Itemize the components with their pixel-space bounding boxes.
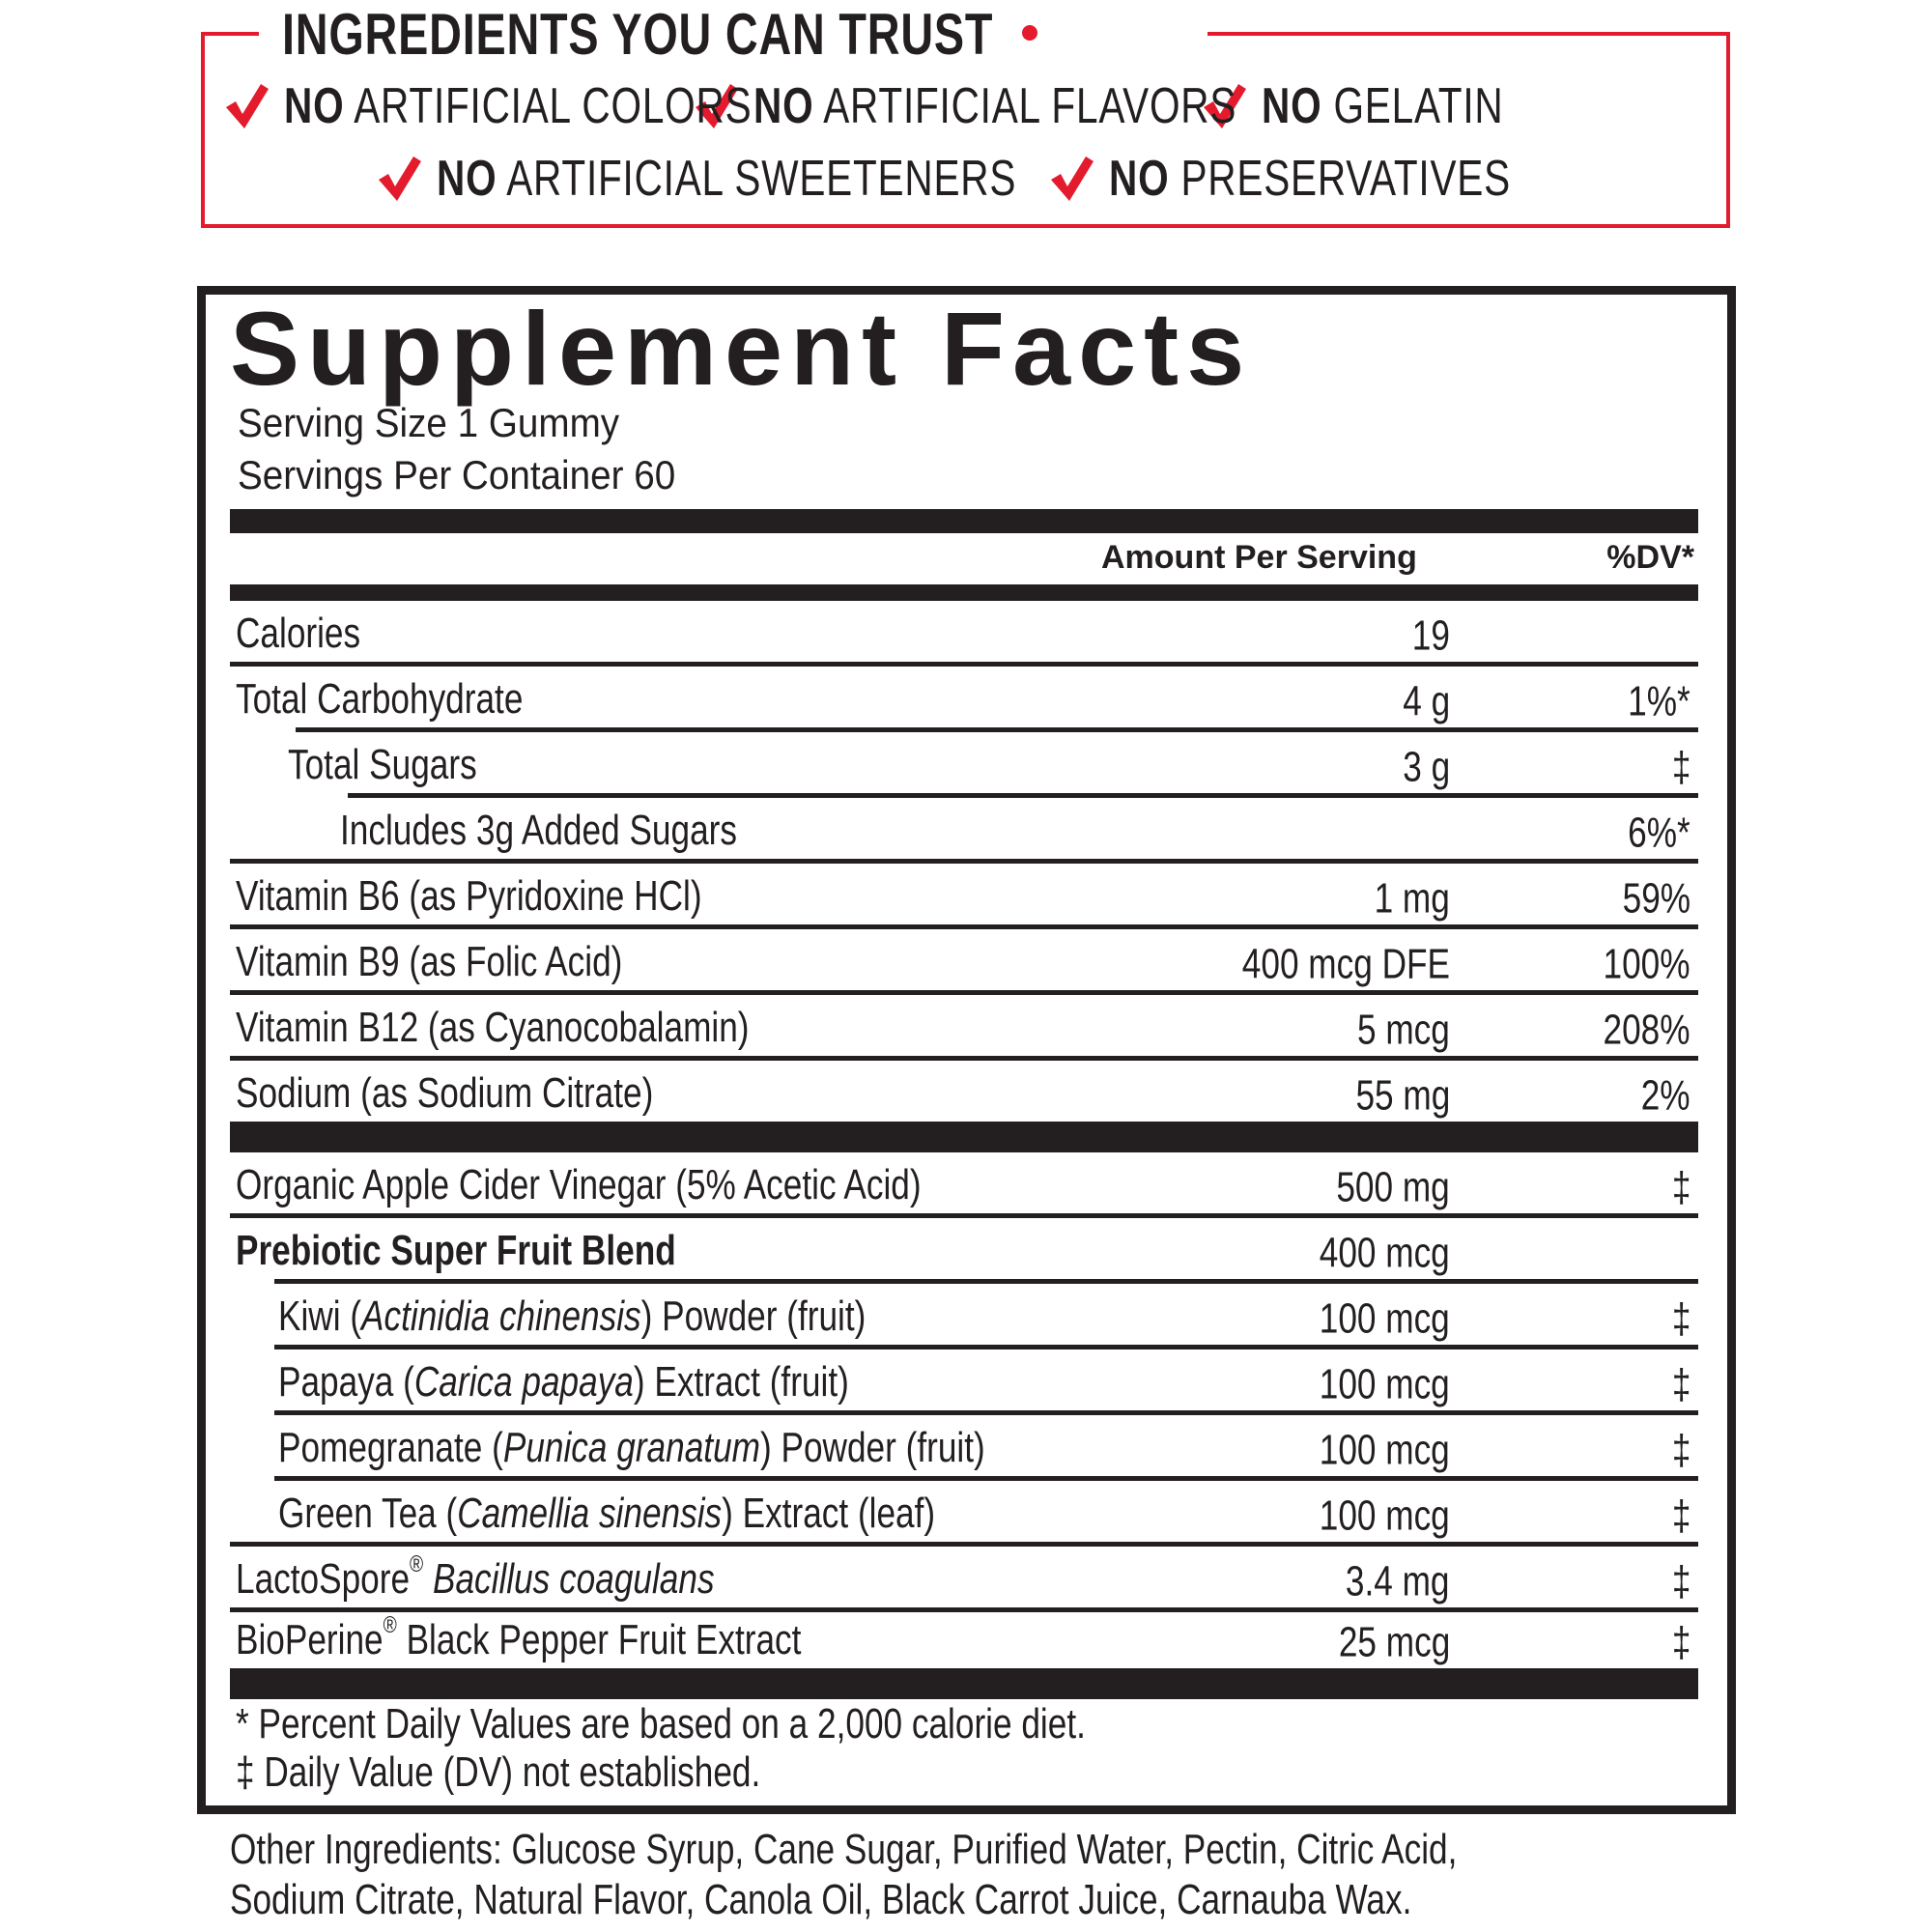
thick-divider [230, 1668, 1698, 1699]
claim-prefix: NO [437, 151, 497, 207]
medium-divider [230, 584, 1698, 601]
nutrient-row-total-carbohydrate [230, 667, 1698, 732]
ingredient-dv: ‡ [1671, 1294, 1690, 1343]
claim-no-artificial-colors [224, 77, 753, 135]
nutrient-row-vitamin-b9 [230, 929, 1698, 995]
supplement-facts-title: Supplement Facts [230, 290, 1253, 407]
trust-claims-row-1 [224, 77, 1605, 135]
claim-text: ARTIFICIAL COLORS [354, 78, 753, 134]
nutrient-row-total-sugars [230, 732, 1698, 798]
thick-divider [230, 1122, 1698, 1152]
nutrient-row-calories [230, 601, 1698, 667]
ingredient-amount: 400 mcg [1319, 1229, 1450, 1277]
claim-text: GELATIN [1333, 78, 1504, 134]
ingredient-dv: ‡ [1671, 1557, 1690, 1605]
other-ingredients-line-2: Sodium Citrate, Natural Flavor, Canola Oil, Black Carrot Juice, Carnauba Wax. [230, 1876, 1412, 1923]
footnote-daily-values: * Percent Daily Values are based on a 2,000 calorie diet. [236, 1700, 1086, 1747]
nutrient-amount: 3 g [1403, 743, 1450, 791]
trust-title-container [259, 0, 1208, 68]
ingredient-dv: ‡ [1671, 1426, 1690, 1474]
nutrient-amount: 5 mcg [1357, 1006, 1450, 1054]
checkmark-icon [377, 155, 423, 203]
claim-prefix: NO [753, 78, 814, 134]
ingredient-amount: 100 mcg [1319, 1360, 1450, 1408]
ingredient-amount: 3.4 mg [1346, 1557, 1450, 1605]
ingredient-name: Green Tea (Camellia sinensis) Extract (leaf) [278, 1490, 936, 1537]
ingredient-name: Organic Apple Cider Vinegar (5% Acetic Acid) [236, 1161, 922, 1208]
ingredient-dv: ‡ [1671, 1618, 1690, 1666]
ingredient-row-lactospore [230, 1547, 1698, 1612]
nutrient-dv: ‡ [1671, 743, 1690, 791]
claim-no-preservatives [1049, 150, 1624, 208]
nutrient-name: Includes 3g Added Sugars [340, 807, 737, 854]
claim-prefix: NO [1109, 151, 1170, 207]
red-dot-icon [1022, 25, 1037, 41]
nutrient-dv: 6%* [1628, 809, 1690, 857]
ingredient-name: BioPerine® Black Pepper Fruit Extract [236, 1612, 802, 1663]
claim-no-artificial-sweeteners [377, 150, 1016, 208]
claim-prefix: NO [284, 78, 345, 134]
nutrient-dv: 100% [1603, 940, 1690, 988]
ingredient-row-apple-cider-vinegar [230, 1152, 1698, 1218]
ingredient-name: Papaya (Carica papaya) Extract (fruit) [278, 1358, 849, 1406]
ingredient-dv: ‡ [1671, 1492, 1690, 1540]
nutrient-dv: 59% [1622, 874, 1690, 923]
claim-text: PRESERVATIVES [1180, 151, 1511, 207]
ingredient-amount: 100 mcg [1319, 1294, 1450, 1343]
nutrient-name: Vitamin B9 (as Folic Acid) [236, 938, 623, 985]
claim-text: ARTIFICIAL FLAVORS [823, 78, 1237, 134]
claim-no-gelatin [1202, 77, 1572, 135]
nutrient-row-sodium [230, 1061, 1698, 1126]
nutrient-dv: 208% [1603, 1006, 1690, 1054]
nutrient-name: Vitamin B12 (as Cyanocobalamin) [236, 1004, 750, 1051]
header-amount-per-serving: Amount Per Serving [1101, 539, 1417, 576]
ingredient-amount: 25 mcg [1338, 1618, 1450, 1666]
nutrient-row-vitamin-b6 [230, 864, 1698, 929]
header-percent-dv: %DV* [1606, 539, 1694, 576]
nutrient-amount: 1 mg [1374, 874, 1450, 923]
ingredient-name: Kiwi (Actinidia chinensis) Powder (fruit) [278, 1293, 867, 1340]
nutrient-dv: 1%* [1628, 677, 1690, 725]
ingredient-amount: 100 mcg [1319, 1492, 1450, 1540]
claim-no-artificial-flavors [694, 77, 1237, 135]
blend-name: Prebiotic Super Fruit Blend [236, 1227, 676, 1274]
trust-claims-row-2 [377, 150, 1657, 208]
claim-prefix: NO [1262, 78, 1322, 134]
ingredient-dv: ‡ [1671, 1163, 1690, 1211]
nutrient-name: Vitamin B6 (as Pyridoxine HCl) [236, 872, 702, 920]
nutrient-row-vitamin-b12 [230, 995, 1698, 1061]
ingredient-row-pomegranate [230, 1415, 1698, 1481]
checkmark-icon [1049, 155, 1095, 203]
ingredient-row-papaya [230, 1350, 1698, 1415]
registered-mark: ® [410, 1551, 424, 1577]
registered-mark: ® [383, 1612, 397, 1638]
servings-per-container: Servings Per Container 60 [238, 452, 676, 497]
ingredient-amount: 100 mcg [1319, 1426, 1450, 1474]
claim-text: ARTIFICIAL SWEETENERS [506, 151, 1017, 207]
trust-title: INGREDIENTS YOU CAN TRUST [282, 1, 994, 67]
ingredient-row-prebiotic-blend [230, 1218, 1698, 1284]
serving-size: Serving Size 1 Gummy [238, 400, 620, 445]
ingredient-dv: ‡ [1671, 1360, 1690, 1408]
nutrient-name: Sodium (as Sodium Citrate) [236, 1069, 654, 1117]
nutrient-name: Calories [236, 610, 361, 657]
ingredient-amount: 500 mg [1336, 1163, 1450, 1211]
nutrient-name: Total Sugars [288, 741, 477, 788]
nutrient-amount: 55 mg [1355, 1071, 1450, 1120]
nutrient-row-added-sugars [230, 798, 1698, 864]
nutrient-amount: 4 g [1403, 677, 1450, 725]
ingredient-row-bioperine [230, 1612, 1698, 1668]
ingredient-name: LactoSpore® Bacillus coagulans [236, 1551, 715, 1603]
thick-divider [230, 509, 1698, 533]
other-ingredients-line-1: Other Ingredients: Glucose Syrup, Cane Sugar, Purified Water, Pectin, Citric Acid, [230, 1826, 1458, 1873]
ingredient-row-kiwi [230, 1284, 1698, 1350]
ingredient-name: Pomegranate (Punica granatum) Powder (fruit) [278, 1424, 985, 1471]
checkmark-icon [224, 82, 270, 130]
nutrient-amount: 19 [1411, 611, 1450, 660]
nutrient-dv: 2% [1641, 1071, 1690, 1120]
ingredient-row-green-tea [230, 1481, 1698, 1547]
nutrient-name: Total Carbohydrate [236, 675, 524, 723]
nutrient-amount: 400 mcg DFE [1241, 940, 1450, 988]
footnote-dv-not-established: ‡ Daily Value (DV) not established. [236, 1748, 761, 1796]
